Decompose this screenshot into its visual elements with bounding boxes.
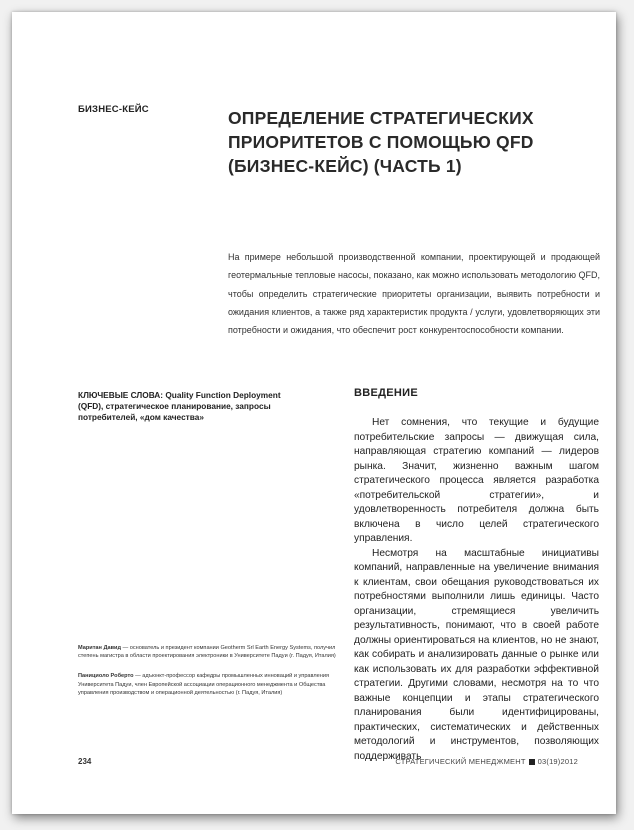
- author-name: Маритан Давид: [78, 645, 122, 651]
- author-note: [78, 672, 340, 697]
- square-bullet-icon: [529, 759, 535, 765]
- body-text: [354, 416, 599, 764]
- section-tag: БИЗНЕС-КЕЙС: [78, 104, 149, 115]
- author-notes: [78, 644, 340, 709]
- issue-number: 03(19)2012: [537, 757, 578, 766]
- abstract: На примере небольшой производственной компании, проектирующей и продающей геотермальные тепловые насосы, показано, как можно использовать методологию QFD, чтобы определить стратегические приоритеты организации, выявить потребности и ожидания клиентов, а также ряд характеристик продукта / услуги, удовлетворяющих эти потребности и ожидания, что обеспечит рост конкурентоспособности компании.: [228, 252, 600, 336]
- journal-name: СТРАТЕГИЧЕСКИЙ МЕНЕДЖМЕНТ: [395, 757, 526, 766]
- author-bio: — адъюнкт-профессор кафедры промышленных инноваций и управления Университета Падуи, член Европейской ассоциации операционного менеджмента и Общества управления производством и операционной деятельностью (г. Падуя, Италия): [78, 673, 330, 696]
- body-paragraph: Несмотря на масштабные инициативы компаний, направленные на увеличение внимания к клиентам, свои обещания руководствоваться их потребностями выполнили лишь единицы. Часто организации, стремящиеся увеличить результативность, понимают, что в своей работе должны ориентироваться на клиентов, но не знают, как собирать и анализировать данные о рынке или как использовать их для разработки эффективной стратегии. Другими словами, несмотря на то что важные концепции и этапы стратегического планирования были идентифицированы, практических, систематических и действенных методологий и инструментов, позволяющих поддерживать: [354, 547, 599, 762]
- journal-page: [12, 12, 616, 814]
- author-bio: — основатель и президент компании Geotherm Srl Earth Energy Systems, получил степень магистра в области проектирования электроники в Университете Падуи (г. Падуя, Италия): [78, 645, 336, 660]
- author-name: Панициоло Роберто: [78, 673, 134, 680]
- author-note: [78, 644, 340, 660]
- keywords: КЛЮЧЕВЫЕ СЛОВА: Quality Function Deployment (QFD), стратегическое планирование, запросы потребителей, «дом качества»: [78, 390, 281, 422]
- body-paragraph: Нет сомнения, что текущие и будущие потребительские запросы — движущая сила, направляющая стратегию компаний — лидеров рынка. Значит, жизненно важным шагом стратегического процесса является разработка «потребительской стратегии», и удовлетворенность потребителя должна быть включена в число целей стратегического управления.: [354, 417, 599, 544]
- page-number: 234: [78, 757, 92, 766]
- running-footer: [395, 757, 578, 766]
- section-heading-introduction: ВВЕДЕНИЕ: [354, 387, 418, 399]
- article-title: ОПРЕДЕЛЕНИЕ СТРАТЕГИЧЕСКИХ ПРИОРИТЕТОВ С ПОМОЩЬЮ QFD (БИЗНЕС-КЕЙС) (ЧАСТЬ 1): [228, 108, 534, 176]
